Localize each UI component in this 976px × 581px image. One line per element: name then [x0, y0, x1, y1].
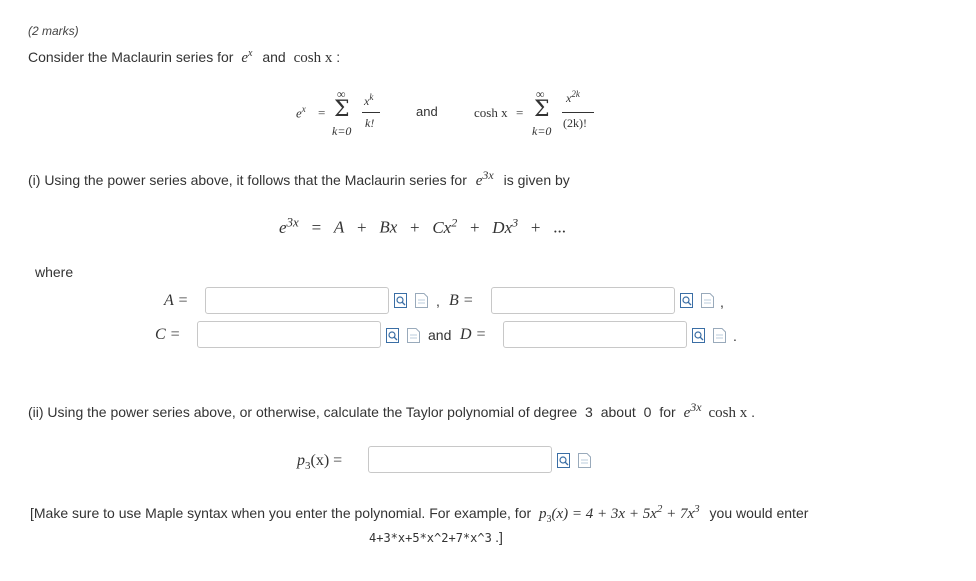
- cosh-fraction-bar: [562, 112, 594, 113]
- intro-and: and: [262, 49, 286, 65]
- series-and: and: [416, 104, 438, 119]
- help-doc-icon[interactable]: [701, 293, 714, 308]
- answer-C-input[interactable]: [197, 321, 381, 348]
- eq-plus-3: +: [469, 217, 480, 237]
- part-ii-exp: $e^{3x}$: [683, 400, 702, 421]
- exp-numerator: $x^k$: [364, 92, 374, 108]
- exp-sum-lower: k=0: [332, 124, 352, 138]
- eq-plus-4: +: [530, 217, 541, 237]
- note-end: .]: [495, 529, 503, 545]
- and-separator: and: [428, 327, 452, 343]
- eq-A: A: [333, 217, 345, 237]
- exp-sum-upper: ∞: [337, 87, 346, 101]
- eq-Dx3: Dx$^3$: [492, 215, 519, 237]
- eq-Cx2: Cx$^2$: [432, 215, 458, 237]
- cosh-equals: =: [516, 105, 524, 120]
- intro-exp: $e^x$: [241, 48, 253, 66]
- maple-syntax-note: [30, 503, 808, 525]
- help-doc-icon[interactable]: [578, 453, 591, 468]
- maple-example-code: 4+3*x+5*x^2+7*x^3: [369, 531, 492, 545]
- part-ii-prefix: (ii) Using the power series above, or otherwise, calculate the Taylor polynomial of degree: [28, 404, 578, 420]
- answer-A-input[interactable]: [205, 287, 389, 314]
- preview-icon[interactable]: [692, 328, 705, 343]
- eq-equals: =: [311, 217, 322, 237]
- part-ii-about: about: [600, 404, 636, 420]
- part-i-prompt: [28, 168, 570, 190]
- eq-ellipsis: ...: [553, 217, 566, 237]
- where-label: where: [35, 264, 74, 280]
- exp-sum-sigma: Σ: [334, 97, 350, 122]
- intro-cosh: cosh x: [293, 50, 333, 66]
- preview-icon[interactable]: [557, 453, 570, 468]
- part-ii-cosh: cosh x: [708, 405, 748, 421]
- help-doc-icon[interactable]: [415, 293, 428, 308]
- part-i-exp: $e^{3x}$: [475, 168, 494, 189]
- cosh-sum-upper: ∞: [536, 87, 545, 101]
- eq-lhs: $e^{3x}$: [279, 214, 299, 237]
- cosh-denominator: (2k)!: [563, 116, 587, 130]
- part-ii-period: .: [751, 404, 755, 420]
- label-A: A =: [164, 292, 189, 309]
- note-suffix: you would enter: [709, 505, 809, 521]
- taylor-polynomial-input[interactable]: [368, 446, 552, 473]
- period-separator: .: [733, 328, 737, 344]
- comma-separator: ,: [436, 293, 440, 309]
- exp-denominator: k!: [365, 116, 375, 130]
- note-line-2: [369, 529, 503, 545]
- label-B: B =: [449, 292, 474, 309]
- part-i-prefix: (i) Using the power series above, it follows that the Maclaurin series for: [28, 172, 467, 188]
- exp-lhs: $e^x$: [296, 104, 306, 121]
- part-ii-zero: 0: [643, 404, 652, 420]
- cosh-sum-sigma: Σ: [534, 97, 550, 122]
- p3-label: $p_3(x)$ =: [297, 452, 343, 473]
- intro-colon: :: [336, 49, 341, 65]
- part-ii-prompt: [28, 400, 755, 422]
- eq-Bx: Bx: [379, 217, 398, 237]
- help-doc-icon[interactable]: [407, 328, 420, 343]
- cosh-sum-lower: k=0: [532, 124, 552, 138]
- part-ii-degree: 3: [585, 404, 593, 420]
- exp-equals: =: [318, 105, 326, 120]
- preview-icon[interactable]: [394, 293, 407, 308]
- eq-plus-2: +: [410, 217, 420, 237]
- note-example-equation: $p_3(x) = 4 + 3x + 5x^2 + 7x^3$: [539, 503, 700, 525]
- answer-D-input[interactable]: [503, 321, 687, 348]
- preview-icon[interactable]: [386, 328, 399, 343]
- cosh-lhs: cosh x: [474, 105, 508, 120]
- label-C: C =: [155, 326, 181, 343]
- marks-label: (2 marks): [28, 24, 79, 38]
- intro-line: [28, 48, 340, 67]
- help-doc-icon[interactable]: [713, 328, 726, 343]
- exp-fraction-bar: [362, 112, 380, 113]
- preview-icon[interactable]: [680, 293, 693, 308]
- comma-separator: ,: [720, 294, 724, 310]
- part-i-suffix: is given by: [503, 172, 570, 188]
- note-prefix: [Make sure to use Maple syntax when you enter the polynomial. For example, for: [30, 505, 532, 521]
- eq-plus-1: +: [357, 217, 367, 237]
- answer-B-input[interactable]: [491, 287, 675, 314]
- intro-prefix: Consider the Maclaurin series for: [28, 49, 234, 65]
- part-i-equation: [279, 214, 566, 238]
- cosh-numerator: $x^{2k}$: [566, 89, 580, 105]
- label-D: D =: [460, 326, 487, 343]
- part-ii-for: for: [659, 404, 676, 420]
